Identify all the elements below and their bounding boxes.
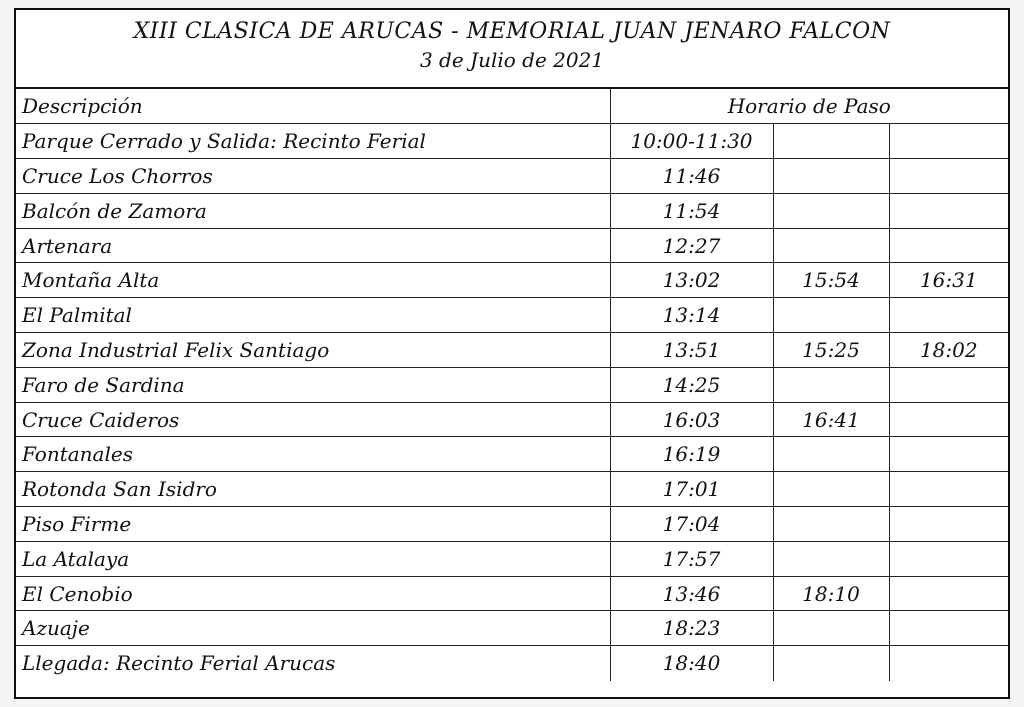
cell-time-1: 18:40	[610, 646, 773, 681]
schedule-table-body	[16, 89, 1008, 681]
cell-description: Cruce Los Chorros	[16, 159, 610, 194]
cell-time-2	[773, 646, 889, 681]
table-row	[16, 402, 1008, 437]
table-row	[16, 159, 1008, 194]
cell-time-2	[773, 611, 889, 646]
cell-time-2: 18:10	[773, 576, 889, 611]
cell-description: Faro de Sardina	[16, 367, 610, 402]
cell-time-3	[889, 507, 1008, 542]
cell-time-2	[773, 193, 889, 228]
cell-time-3	[889, 402, 1008, 437]
cell-time-1: 18:23	[610, 611, 773, 646]
table-row	[16, 576, 1008, 611]
cell-description: El Palmital	[16, 298, 610, 333]
cell-description: La Atalaya	[16, 541, 610, 576]
cell-time-1: 12:27	[610, 228, 773, 263]
cell-time-1: 16:03	[610, 402, 773, 437]
cell-time-2	[773, 472, 889, 507]
table-row	[16, 263, 1008, 298]
cell-time-3	[889, 541, 1008, 576]
cell-time-1: 13:51	[610, 333, 773, 368]
cell-time-3	[889, 437, 1008, 472]
cell-time-3	[889, 646, 1008, 681]
cell-description: Azuaje	[16, 611, 610, 646]
cell-time-2	[773, 159, 889, 194]
cell-time-2	[773, 507, 889, 542]
cell-time-1: 14:25	[610, 367, 773, 402]
cell-description: Artenara	[16, 228, 610, 263]
cell-time-2	[773, 367, 889, 402]
cell-time-3	[889, 124, 1008, 159]
cell-time-2: 15:25	[773, 333, 889, 368]
table-header-row	[16, 89, 1008, 124]
cell-description: Rotonda San Isidro	[16, 472, 610, 507]
cell-description: Balcón de Zamora	[16, 193, 610, 228]
column-header-description: Descripción	[16, 89, 610, 124]
document-title: XIII CLASICA DE ARUCAS - MEMORIAL JUAN JENARO FALCON	[133, 19, 891, 44]
table-row	[16, 367, 1008, 402]
cell-time-3	[889, 298, 1008, 333]
table-row	[16, 437, 1008, 472]
table-row	[16, 193, 1008, 228]
cell-time-2: 15:54	[773, 263, 889, 298]
cell-time-1: 17:57	[610, 541, 773, 576]
schedule-table	[16, 89, 1008, 681]
cell-time-3	[889, 159, 1008, 194]
table-row	[16, 646, 1008, 681]
cell-time-2	[773, 541, 889, 576]
cell-time-1: 13:46	[610, 576, 773, 611]
table-row	[16, 611, 1008, 646]
cell-time-2	[773, 437, 889, 472]
cell-description: Montaña Alta	[16, 263, 610, 298]
cell-description: Cruce Caideros	[16, 402, 610, 437]
cell-time-1: 10:00-11:30	[610, 124, 773, 159]
cell-time-3	[889, 576, 1008, 611]
cell-time-2	[773, 298, 889, 333]
table-row	[16, 507, 1008, 542]
cell-time-2: 16:41	[773, 402, 889, 437]
title-block	[16, 10, 1008, 89]
cell-time-1: 17:01	[610, 472, 773, 507]
cell-description: Llegada: Recinto Ferial Arucas	[16, 646, 610, 681]
cell-time-1: 13:02	[610, 263, 773, 298]
cell-time-1: 13:14	[610, 298, 773, 333]
cell-time-3: 16:31	[889, 263, 1008, 298]
cell-time-3: 18:02	[889, 333, 1008, 368]
cell-time-1: 11:46	[610, 159, 773, 194]
cell-time-3	[889, 228, 1008, 263]
cell-time-3	[889, 472, 1008, 507]
cell-time-2	[773, 228, 889, 263]
table-row	[16, 333, 1008, 368]
cell-time-1: 17:04	[610, 507, 773, 542]
cell-time-3	[889, 367, 1008, 402]
document-date: 3 de Julio de 2021	[419, 48, 605, 72]
cell-time-2	[773, 124, 889, 159]
cell-time-1: 16:19	[610, 437, 773, 472]
cell-description: Fontanales	[16, 437, 610, 472]
cell-description: Zona Industrial Felix Santiago	[16, 333, 610, 368]
table-row	[16, 228, 1008, 263]
cell-description: Parque Cerrado y Salida: Recinto Ferial	[16, 124, 610, 159]
table-row	[16, 541, 1008, 576]
schedule-document	[14, 8, 1010, 699]
cell-time-1: 11:54	[610, 193, 773, 228]
cell-description: Piso Firme	[16, 507, 610, 542]
cell-description: El Cenobio	[16, 576, 610, 611]
cell-time-3	[889, 193, 1008, 228]
table-row	[16, 298, 1008, 333]
cell-time-3	[889, 611, 1008, 646]
table-row	[16, 472, 1008, 507]
column-header-horario: Horario de Paso	[610, 89, 1008, 124]
table-row	[16, 124, 1008, 159]
